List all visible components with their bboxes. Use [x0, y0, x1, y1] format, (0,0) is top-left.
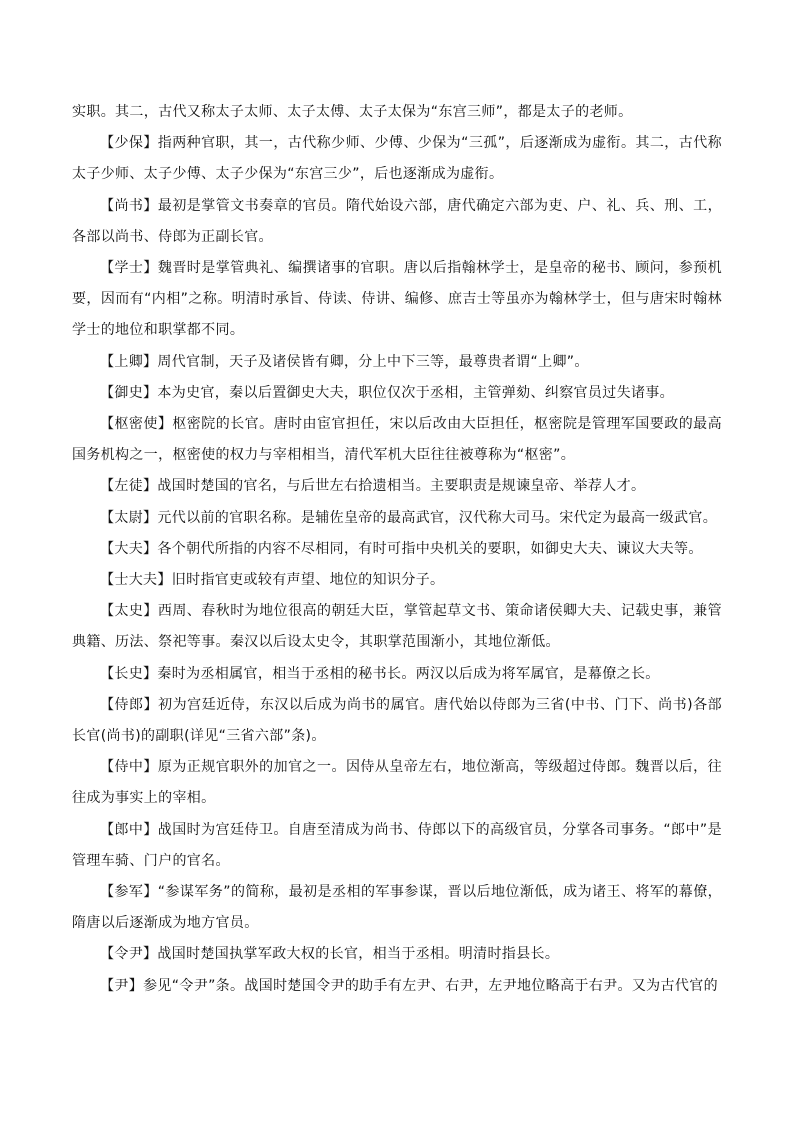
entry-text: 战国时楚国执掌军政大权的长官，相当于丞相。明清时指县长。 — [157, 946, 560, 963]
entry-lingyin — [72, 939, 722, 970]
entry-text: 元代以前的官职名称。是辅佐皇帝的最高武官，汉代称大司马。宋代定为最高一级武官。 — [157, 509, 718, 526]
entry-zhangshi — [72, 659, 722, 690]
entry-text: 战国时为宫廷侍卫。自唐至清成为尚书、侍郎以下的高级官员，分掌各司事务。“郎中”是管理车骑、门户的官名。 — [72, 821, 722, 869]
entry-term: 【侍中】 — [100, 759, 158, 776]
entry-text: 原为正规官职外的加官之一。因侍从皇帝左右，地位渐高，等级超过侍郎。魏晋以后，往往成为事实上的宰相。 — [72, 759, 722, 807]
entry-text: 秦时为丞相属官，相当于丞相的秘书长。两汉以后成为将军属官，是幕僚之长。 — [157, 665, 660, 682]
paragraph-text: 实职。其二，古代又称太子太师、太子太傅、太子太保为“东宫三师”，都是太子的老师。 — [72, 104, 633, 120]
entry-shizhong — [72, 752, 722, 814]
entry-yushi — [72, 378, 722, 409]
entry-term: 【令尹】 — [100, 946, 158, 963]
entry-text: 枢密院的长官。唐时由宦官担任，宋以后改由大臣担任，枢密院是管理军国要政的最高国务机构之一，枢密使的权力与宰相相当，清代军机大臣往往被尊称为“枢密”。 — [72, 416, 722, 464]
entry-term: 【长史】 — [100, 665, 158, 682]
entry-term: 【郎中】 — [100, 821, 158, 838]
entry-taiwei — [72, 503, 722, 534]
entry-term: 【御史】 — [100, 384, 158, 401]
entry-text: 战国时楚国的官名，与后世左右拾遗相当。主要职责是规谏皇帝、举荐人才。 — [157, 478, 646, 495]
document-body — [72, 97, 722, 1002]
entry-shilang — [72, 690, 722, 752]
entry-xueshi — [72, 253, 722, 347]
entry-term: 【学士】 — [100, 260, 158, 277]
entry-term: 【枢密使】 — [100, 416, 173, 433]
entry-text: 初为宫廷近侍，东汉以后成为尚书的属官。唐代始以侍郎为三省(中书、门下、尚书)各部长官(尚书)的副职(详见“三省六部”条)。 — [72, 696, 723, 745]
entry-text: 参见“令尹”条。战国时楚国令尹的助手有左尹、右尹，左尹地位略高于右尹。又为古代官的 — [143, 977, 718, 994]
entry-text: 西周、春秋时为地位很高的朝廷大臣，掌管起草文书、策命诸侯卿大夫、记载史事，兼管典籍、历法、祭祀等事。秦汉以后设太史令，其职掌范围渐小，其地位渐低。 — [72, 603, 722, 651]
entry-term: 【参军】 — [100, 884, 158, 901]
entry-text: 周代官制，天子及诸侯皆有卿，分上中下三等，最尊贵者谓“上卿”。 — [157, 353, 589, 370]
entry-text: 指两种官职，其一，古代称少师、少傅、少保为“三孤”，后逐渐成为虚衔。其二，古代称太子少师、太子少傅、太子少保为“东宫三少”，后也逐渐成为虚衔。 — [72, 135, 722, 183]
entry-text: 本为史官，秦以后置御史大夫，职位仅次于丞相，主管弹劾、纠察官员过失诸事。 — [157, 384, 675, 401]
entry-text: 旧时指官吏或较有声望、地位的知识分子。 — [171, 572, 445, 589]
entry-text: 魏晋时是掌管典礼、编撰诸事的官职。唐以后指翰林学士，是皇帝的秘书、顾问，参预机要，因而有“内相”之称。明清时承旨、侍读、侍讲、编修、庶吉士等虽亦为翰林学士，但与唐宋时翰林学士的地位和职掌都不同。 — [72, 260, 722, 339]
entry-shangshu — [72, 191, 722, 253]
entry-shumishi — [72, 409, 722, 471]
entry-shidafu — [72, 565, 722, 596]
entry-shangqing — [72, 347, 722, 378]
entry-term: 【太尉】 — [100, 509, 158, 526]
entry-zuotu — [72, 471, 722, 502]
entry-term: 【少保】 — [100, 135, 158, 152]
entry-term: 【尹】 — [100, 977, 144, 994]
entry-text: “参谋军务”的简称，最初是丞相的军事参谋，晋以后地位渐低，成为诸王、将军的幕僚，隋唐以后逐渐成为地方官员。 — [72, 884, 722, 932]
entry-term: 【士大夫】 — [100, 572, 172, 589]
entry-yin — [72, 971, 722, 1002]
entry-text: 最初是掌管文书奏章的官员。隋代始设六部，唐代确定六部为吏、户、礼、兵、刑、工，各部以尚书、侍郎为正副长官。 — [72, 197, 722, 245]
entry-text: 各个朝代所指的内容不尽相同，有时可指中央机关的要职，如御史大夫、谏议大夫等。 — [157, 540, 703, 557]
entry-canjun — [72, 877, 722, 939]
entry-term: 【左徒】 — [100, 478, 158, 495]
entry-term: 【尚书】 — [100, 197, 158, 214]
paragraph-continuation — [72, 97, 722, 128]
entry-term: 【大夫】 — [100, 540, 158, 557]
entry-term: 【上卿】 — [100, 353, 158, 370]
entry-term: 【太史】 — [100, 603, 158, 620]
entry-term: 【侍郎】 — [100, 696, 159, 713]
entry-dafu — [72, 534, 722, 565]
entry-langzhong — [72, 815, 722, 877]
entry-shaobao — [72, 128, 722, 190]
entry-taishi — [72, 596, 722, 658]
